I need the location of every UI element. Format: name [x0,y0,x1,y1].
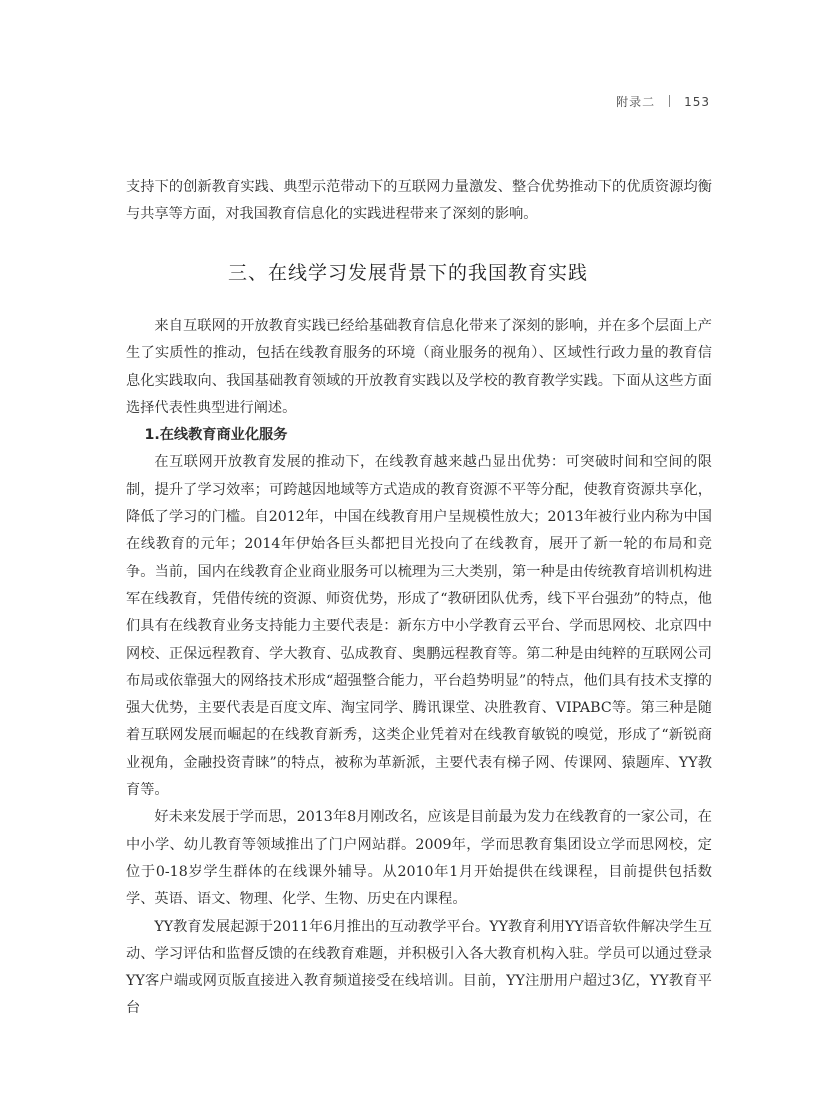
running-header [616,93,710,110]
main-body [126,313,712,1023]
subsection-heading: 1.在线教育商业化服务 [144,427,288,444]
header-section-label: 附录二 [616,95,656,109]
header-divider [669,95,670,107]
paragraph-1: 来自互联网的开放教育实践已经给基础教育信息化带来了深刻的影响，并在多个层面上产生了实质性的推动，包括在线教育服务的环境（商业服务的视角）、区域性行政力量的教育信息化实践取向、我国基础教育领域的开放教育实践以及学校的教育教学实践。下面从这些方面选择代表性典型进行阐述。 [126,318,712,416]
paragraph-4: YY教育发展起源于2011年6月推出的互动教学平台。YY教育利用YY语音软件解决学生互动、学习评估和监督反馈的在线教育难题，并积极引入各大教育机构入驻。学员可以通过登录YY客户端或网页版直接进入教育频道接受在线培训。目前，YY注册用户超过3亿，YY教育平台 [126,918,712,1017]
page-number: 153 [684,95,710,109]
intro-paragraph: 支持下的创新教育实践、典型示范带动下的互联网力量激发、整合优势推动下的优质资源均衡与共享等方面，对我国教育信息化的实践进程带来了深刻的影响。 [126,179,712,223]
paragraph-3: 好未来发展于学而思，2013年8月刚改名，应该是目前最为发力在线教育的一家公司，在中小学、幼儿教育等领域推出了门户网站群。2009年，学而思教育集团设立学而思网校，定位于0-18岁学生群体的在线课外辅导。从2010年1月开始提供在线课程，目前提供包括数学、英语、语文、物理、化学、生物、历史在内课程。 [126,809,712,908]
paragraph-2: 在互联网开放教育发展的推动下，在线教育越来越凸显出优势：可突破时间和空间的限制，提升了学习效率；可跨越因地域等方式造成的教育资源不平等分配，使教育资源共享化，降低了学习的门槛。自2012年，中国在线教育用户呈规模性放大；2013年被行业内称为中国在线教育的元年；2014年伊始各巨头都把目光投向了在线教育，展开了新一轮的布局和竞争。当前，国内在线教育企业商业服务可以梳理为三大类别，第一种是由传统教育培训机构进军在线教育，凭借传统的资源、师资优势，形成了“教研团队优秀，线下平台强劲”的特点，他们具有在线教育业务支持能力主要代表是：新东方中小学教育云平台、学而思网校、北京四中网校、正保远程教育、学大教育、弘成教育、奥鹏远程教育等。第二种是由纯粹的互联网公司布局或依靠强大的网络技术形成“超强整合能力，平台趋势明显”的特点，他们具有技术支撑的强大优势，主要代表是百度文库、淘宝同学、腾讯课堂、决胜教育、VIPABC等。第三种是随着互联网发展而崛起的在线教育新秀，这类企业凭着对在线教育敏锐的嗅觉，形成了“新锐商业视角，金融投资青睐”的特点，被称为革新派，主要代表有梯子网、传课网、猿题库、YY教育等。 [126,454,712,799]
section-title: 三、在线学习发展背景下的我国教育实践 [227,262,588,284]
intro-block [126,174,712,229]
